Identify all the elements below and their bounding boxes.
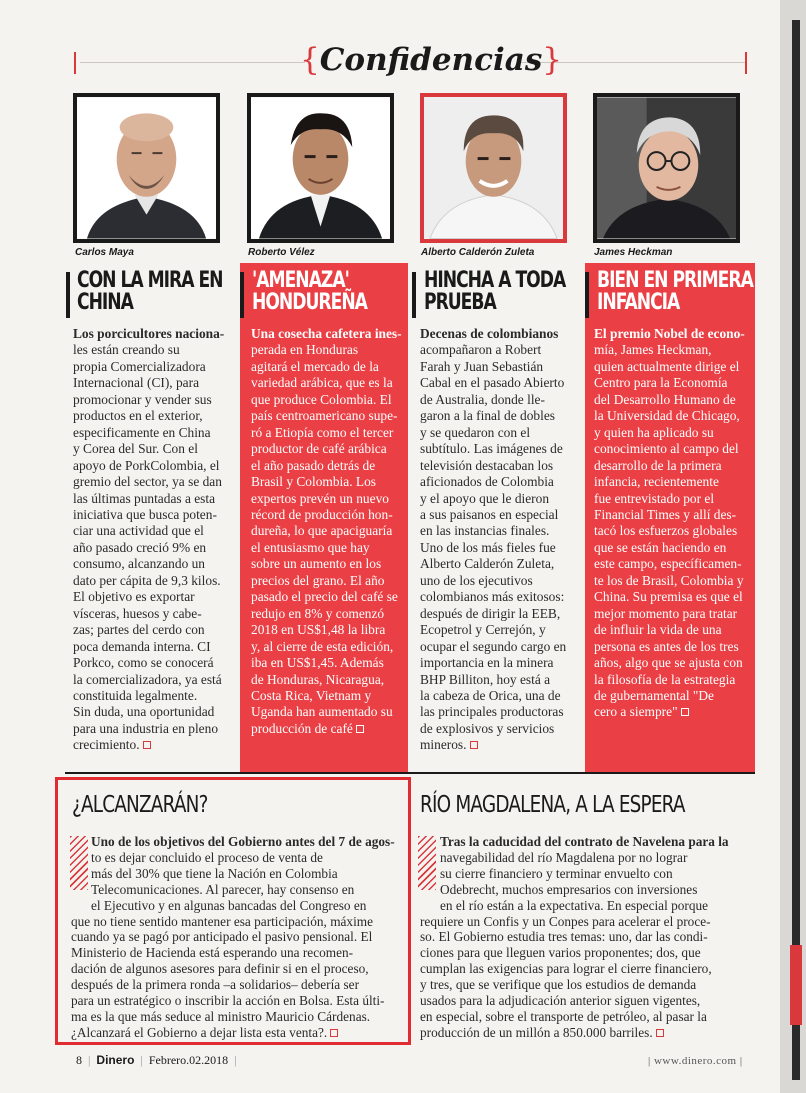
text-line: agitará el mercado de la (251, 358, 379, 374)
text-line: producción de un millón a 850.000 barriles. (420, 1025, 750, 1041)
text-line: zas; partes del cerdo con (73, 622, 205, 638)
text-line: la filosofía de la estrategia (594, 671, 736, 687)
text-line: apoyo de PorkColombia, el (73, 457, 220, 473)
end-mark-icon (143, 741, 151, 749)
text-line: precios del grano. El año (251, 572, 385, 588)
header-tick-left (74, 52, 76, 74)
text-line: expertos prevén un nuevo (251, 490, 389, 506)
text-line: dato per cápita de 9,3 kilos. (73, 572, 221, 588)
column-heading (597, 270, 753, 314)
text-line: fue entrevistado por el (594, 490, 715, 506)
text-line: consumo, alcanzando un (73, 556, 206, 572)
text-line: iba en US$1,45. Además (251, 655, 384, 671)
text-line: más del 30% que tiene la Nación en Colombia (91, 865, 338, 881)
text-line: ma es la que más seduce al ministro Mauricio Cárdenas. (71, 1008, 371, 1024)
text-line: Alberto Calderón Zuleta, (420, 556, 555, 572)
caption-alberto-calderon: Alberto Calderón Zuleta (421, 247, 535, 258)
text-line: Farah y Juan Sebastián (420, 358, 544, 374)
text-line: la comercializadora, ya está (73, 671, 222, 687)
bottom-right-body (420, 834, 750, 1041)
text-line: El objetivo es exportar (73, 589, 195, 605)
caption-james-heckman: James Heckman (594, 247, 673, 258)
heading-bar (412, 272, 416, 318)
page-edge-dark (792, 20, 800, 1080)
section-title-text: Confidencias (319, 42, 543, 78)
end-mark-icon (656, 1029, 664, 1037)
text-line: BHP Billiton, hoy está a (420, 671, 551, 687)
text-line: aficionados de Colombia (420, 474, 554, 490)
text-line: televisión destacaban los (420, 457, 554, 473)
text-line: Sin duda, una oportunidad (73, 704, 215, 720)
text-line: la cabeza de Orica, una de (420, 687, 561, 703)
text-line: iniciativa que busca poten- (73, 506, 217, 522)
text-line: requiere un Confis y un Conpes para acelerar el proce- (420, 913, 711, 929)
text-line: cumplan las exigencias para lograr el cierre financiero, (420, 961, 712, 977)
heading-line-1: CON LA MIRA EN (77, 268, 223, 293)
brace-close: } (542, 42, 563, 78)
text-line: infancia, recientemente (594, 474, 719, 490)
text-line: que se están haciendo en (594, 539, 727, 555)
text-line: de explosivos y servicios (420, 720, 555, 736)
text-line: gremio del sector, ya se dan (73, 474, 222, 490)
text-line: China. Su premisa es que el (594, 589, 743, 605)
text-line: cero a siempre" (594, 704, 752, 720)
text-line: Costa Rica, Vietnam y (251, 687, 372, 703)
portrait-image (77, 97, 216, 239)
text-line: Telecomunicaciones. Al parecer, hay consenso en (91, 881, 355, 897)
text-line: Cabal en el pasado Abierto (420, 375, 565, 391)
text-line: el Ejecutivo y en algunas bancadas del Congreso en (91, 897, 367, 913)
heading-line-2: PRUEBA (424, 290, 496, 315)
text-line: promocionar y vender sus (73, 391, 212, 407)
heading-line-2: CHINA (77, 290, 133, 315)
heading-bar (240, 272, 244, 318)
text-line: ¿Alcanzará el Gobierno a dejar lista esta venta?. (71, 1025, 401, 1041)
portrait-image (424, 97, 563, 239)
text-line: que produce Colombia. El (251, 391, 392, 407)
lead-text: Tras la caducidad del contrato de Navelena para la (440, 834, 729, 849)
text-line: to es dejar concluido el proceso de venta de (91, 849, 323, 865)
text-line: sobre un aumento en los (251, 556, 382, 572)
header-tick-right (745, 52, 747, 74)
text-line: Centro para la Economía (594, 375, 728, 391)
heading-bar (585, 272, 589, 318)
text-line: después de la primera ronda –a solidarios– debería ser (71, 977, 359, 993)
section-title (300, 42, 563, 78)
text-line: 2018 en US$1,48 la libra (251, 622, 386, 638)
text-line: a sus paisanos en especial (420, 506, 559, 522)
heading-bar (66, 272, 70, 318)
text-line: garon a la final de dobles (420, 408, 555, 424)
text-line: acompañaron a Robert (420, 342, 542, 358)
heading-line-2: HONDUREÑA (252, 290, 367, 315)
text-line: y quien ha aplicado su (594, 424, 714, 440)
text-line: mejor momento para tratar (594, 605, 738, 621)
text-line (73, 326, 231, 342)
text-line (71, 834, 401, 850)
text-line: importancia en la minera (420, 655, 554, 671)
heading-line-1: HINCHA A TODA (424, 268, 566, 293)
bottom-right-heading: RÍO MAGDALENA, A LA ESPERA (420, 792, 685, 818)
text-line: y, al cierre de esta edición, (251, 638, 394, 654)
text-line: Porkco, como se conocerá (73, 655, 214, 671)
text-line: te los de Brasil, Colombia y (594, 572, 744, 588)
text-line: después de dirigir la EEB, (420, 605, 561, 621)
text-line: el año pasado detrás de (251, 457, 376, 473)
text-line: en el río están a la expectativa. En especial porque (440, 897, 709, 913)
end-mark-icon (470, 741, 478, 749)
lead-text: El premio Nobel de econo- (594, 326, 745, 341)
text-line: Ecopetrol y Cerrejón, y (420, 622, 546, 638)
text-line: productor de café arábica (251, 441, 387, 457)
bottom-left-body (71, 834, 401, 1041)
text-line: país centroamericano supe- (251, 408, 398, 424)
text-line (420, 834, 750, 850)
text-line: para una industria en pleno (73, 720, 219, 736)
text-line: redujo en 8% y comenzó (251, 605, 385, 621)
text-line (251, 326, 409, 342)
column-heading (77, 270, 223, 314)
column-heading (424, 270, 565, 314)
lead-text: Decenas de colombianos (420, 326, 559, 341)
text-line: usados para la adjudicación anterior siguen vigentes, (420, 993, 701, 1009)
text-line: les están creando su (73, 342, 180, 358)
portrait-james-heckman (593, 93, 740, 243)
text-line: variedad arábica, que es la (251, 375, 393, 391)
text-line: en especial, sobre el transporte de petróleo, al pasar la (420, 1008, 707, 1024)
text-line: propia Comercializadora (73, 358, 206, 374)
text-line: productos en el exterior, (73, 408, 203, 424)
text-line: perada en Honduras (251, 342, 359, 358)
text-line: desarrollo de la primera (594, 457, 722, 473)
text-line: de gubernamental "De (594, 687, 714, 703)
end-mark-icon (330, 1029, 338, 1037)
text-line: pasado el precio del café se (251, 589, 398, 605)
text-line: constituida legalmente. (73, 687, 198, 703)
text-line: poca demanda interna. CI (73, 638, 211, 654)
page-edge (780, 0, 806, 1093)
text-line: récord de producción hon- (251, 506, 393, 522)
text-line: uno de los ejecutivos (420, 572, 533, 588)
text-line: y se quedaron con el (420, 424, 531, 440)
article-body-carlos-maya (73, 326, 231, 754)
portrait-roberto-velez (247, 93, 394, 243)
text-line: persona es antes de los tres (594, 638, 739, 654)
page-number: 8 (76, 1053, 82, 1067)
text-line: y Corea del Sur. Con el (73, 441, 198, 457)
text-line: mía, James Heckman, (594, 342, 712, 358)
text-line: para un estratégico o inscribir la acción en Bolsa. Esta últi- (71, 993, 385, 1009)
text-line: el entusiasmo que hay (251, 539, 370, 555)
end-mark-icon (356, 725, 364, 733)
page-footer: 8 | Dinero | Febrero.02.2018 | (76, 1053, 237, 1067)
text-line: mineros. (420, 737, 578, 753)
text-line: en las instancias finales. (420, 523, 550, 539)
text-line: Uno de los más fieles fue (420, 539, 556, 555)
text-line: producción de café (251, 721, 409, 737)
heading-line-1: BIEN EN PRIMERA (597, 268, 753, 293)
text-line: tacó los esfuerzos globales (594, 523, 738, 539)
text-line: su cierre financiero y terminar envuelto con (440, 865, 673, 881)
text-line: cuando ya se pagó por anticipado el pasivo pensional. El (71, 929, 373, 945)
text-line: Brasil y Colombia. Los (251, 474, 376, 490)
text-line: Financial Times y allí des- (594, 506, 737, 522)
lead-text: Los porcicultores naciona- (73, 326, 225, 341)
article-body-alberto-calderon (420, 326, 578, 754)
lead-text: Uno de los objetivos del Gobierno antes del 7 de agos- (91, 834, 395, 849)
text-line: colombianos más exitosos: (420, 589, 565, 605)
article-body-james-heckman (594, 326, 752, 721)
issue-date: Febrero.02.2018 (148, 1053, 229, 1067)
text-line: especificamente en China (73, 424, 211, 440)
text-line: dureña, lo que apaciguaría (251, 523, 393, 539)
portrait-image (251, 97, 390, 239)
lead-text: Una cosecha cafetera ines- (251, 326, 402, 341)
caption-carlos-maya: Carlos Maya (75, 247, 134, 258)
header-rule-left (80, 62, 305, 63)
heading-line-2: INFANCIA (597, 290, 680, 315)
text-line: ró a Etiopía como el tercer (251, 424, 394, 440)
text-line: las principales productoras (420, 704, 564, 720)
text-line: quien actualmente dirige el (594, 358, 740, 374)
text-line: Odebrecht, muchos empresarios con inversiones (440, 881, 698, 897)
text-line: ciar una actividad que el (73, 523, 204, 539)
bottom-left-heading: ¿ALCANZARÁN? (72, 792, 208, 818)
text-line: ocupar el segundo cargo en (420, 638, 567, 654)
website-url: | www.dinero.com | (648, 1055, 743, 1067)
text-line: ciones para que lleguen varios proponentes; dos, que (420, 945, 701, 961)
text-line: subtítulo. Las imágenes de (420, 441, 563, 457)
text-line: de Australia, donde lle- (420, 391, 545, 407)
text-line (594, 326, 752, 342)
website-url-text: www.dinero.com (653, 1055, 737, 1067)
text-line: Uganda han aumentado su (251, 704, 393, 720)
text-line: Internacional (CI), para (73, 375, 200, 391)
text-line: conocimiento al campo del (594, 441, 739, 457)
text-line: de influir la vida de una (594, 622, 722, 638)
text-line: navegabilidad del río Magdalena por no lograr (440, 849, 688, 865)
end-mark-icon (681, 708, 689, 716)
portrait-alberto-calderon (420, 93, 567, 243)
brace-open: { (300, 42, 320, 78)
section-divider (65, 772, 755, 774)
text-line: Ministerio de Hacienda está esperando una recomen- (71, 945, 354, 961)
magazine-brand: Dinero (96, 1053, 135, 1067)
text-line: vísceras, huesos y cabe- (73, 605, 202, 621)
column-heading (252, 270, 367, 314)
text-line: de Honduras, Nicaragua, (251, 671, 385, 687)
text-line: dación de algunos asesores para definir si en el proceso, (71, 961, 369, 977)
text-line: las últimas puntadas a esta (73, 490, 216, 506)
portrait-image (597, 97, 736, 239)
text-line: y tres, que se verifique que los estudios de demanda (420, 977, 697, 993)
caption-roberto-velez: Roberto Vélez (248, 247, 315, 258)
text-line: la Universidad de Chicago, (594, 408, 740, 424)
text-line: del Desarrollo Humano de (594, 391, 736, 407)
page-edge-red-tab (790, 945, 802, 1025)
portrait-carlos-maya (73, 93, 220, 243)
text-line: este campo, específicamen- (594, 556, 742, 572)
text-line: que no tiene sentido mantener esa participación, máxime (71, 913, 374, 929)
text-line: y el apoyo que le dieron (420, 490, 550, 506)
article-body-roberto-velez (251, 326, 409, 737)
heading-line-1: 'AMENAZA' (252, 268, 349, 293)
text-line: año pasado creció 9% en (73, 539, 207, 555)
text-line (420, 326, 578, 342)
text-line: so. El Gobierno estudia tres temas: uno, dar las condi- (420, 929, 708, 945)
text-line: crecimiento. (73, 737, 231, 753)
text-line: años, algo que se ajusta con (594, 655, 743, 671)
